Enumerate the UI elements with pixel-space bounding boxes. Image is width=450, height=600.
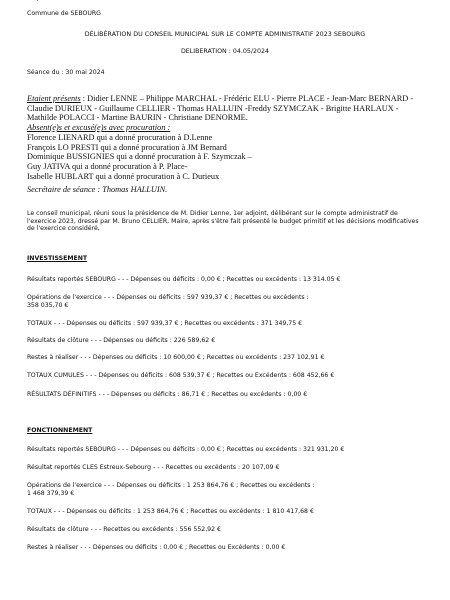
deliberation-number: DELIBERATION : 04.05/2024 <box>180 48 270 55</box>
list-item: TOTAUX - - - Dépenses ou déficits : 1 253 864,76 € ; Recettes ou excédents : 1 810 417,68 € <box>27 508 314 515</box>
list-item: 358 035,70 € <box>27 302 69 309</box>
presents-paragraph <box>27 94 427 123</box>
list-item: Résultats de clôture - - - Dépenses ou déficits : 226 589,62 € <box>27 337 216 344</box>
procuration-line: Dominique BUSSIGNIES qui a donné procuration à F. Szymczak – <box>27 152 252 162</box>
procuration-line: Isabelle HUBLART qui a donné procuration à C. Durieux <box>27 171 220 181</box>
presents-names: : Didier LENNE – Philippe MARCHAL - Frédéric ELU - Pierre PLACE - Jean-Marc BERNARD - Claudie DURIEUX - Guillaume CELLIER - Thomas HALLUIN -Freddy SZYMCZAK - Brigitte HARLAUX - Mathilde POLACCI - Martine BAURIN - Christiane DENORME. <box>27 94 414 123</box>
absents-label: Absent(e)s et excusé(e)s avec procuration : <box>27 123 171 133</box>
attendance-block <box>27 94 427 181</box>
list-item: 1 468 379,39 € <box>27 490 75 497</box>
list-item: Résultat reportés CLES Estreux-Sebourg - - - Recettes ou excédents : 20 107,09 € <box>27 464 280 471</box>
procuration-line: Guy JATIVA qui a donné procuration à P. Place- <box>27 161 188 171</box>
list-item: Opérations de l'exercice - - - Dépenses ou déficits : 1 253 864,76 € ; Recettes ou excédents : <box>27 482 315 489</box>
list-item: Résultats reportés SEBOURG - - - Dépenses ou déficits : 0,00 € ; Recettes ou excédents : 13 314.05 € <box>27 276 341 283</box>
list-item: Opérations de l'exercice - - - Dépenses ou déficits : 597 939,37 € ; Recettes ou excédents : <box>27 294 309 301</box>
procuration-line: Florence LIENARD qui a donné procuration à D.Lenne <box>27 132 213 142</box>
section-title: FONCTIONNEMENT <box>27 427 93 434</box>
commune-name: Commune de SEBOURG <box>27 10 101 17</box>
intro-paragraph: Le conseil municipal, réuni sous la présidence de M. Didier Lenne, 1er adjoint, délibérant sur le compte administratif de l'exercice 2023, dressé par M. Bruno CELLIER, Maire, après s'être fait présenté le budget primitif et les décisions modificatives de l'exercice considéré, <box>27 210 419 233</box>
list-item: RÉSULTATS DÉFINITIFS - - - Dépenses ou déficits : 86,71 € ; Recettes ou excédents : 0,00 € <box>27 391 308 398</box>
list-item: TOTAUX - - - Dépenses ou déficits : 597 939,37 € ; Recettes ou excédents : 371 349,75 € <box>27 320 303 327</box>
list-item: Restes à réaliser - - - Dépenses ou déficits : 10 600,00 € ; Recettes ou excédents : 237 102,91 € <box>27 354 325 361</box>
list-item: Restes à réaliser - - - Dépenses ou déficits : 0,00 € ; Recettes ou Excédents : 0,00 € <box>27 544 286 551</box>
section-title: INVESTISSEMENT <box>27 255 88 262</box>
procuration-line: François LO PRESTI qui a donné procuration à JM Bernard <box>27 142 227 152</box>
investissement-section <box>27 255 427 263</box>
presents-label: Etaient présents <box>27 94 81 103</box>
list-item: Résultats de clôture - - - Recettes ou excédents : 556 552,92 € <box>27 526 221 533</box>
fonctionnement-section <box>27 427 427 435</box>
list-item: Résultats reportés SEBOURG - - - Dépenses ou déficits : 0,00 € ; Recettes ou excédents : 321 931,20 € <box>27 446 345 453</box>
list-item: TOTAUX CUMULES - - - Dépenses ou déficits : 608 539,37 € ; Recettes ou Excédents : 608 452,66 € <box>27 372 335 379</box>
secretaire-seance: Secrétaire de séance : Thomas HALLUIN. <box>27 185 168 194</box>
seance-date: Séance du : 30 mai 2024 <box>27 69 105 76</box>
document-title: DÉLIBÉRATION DU CONSEIL MUNICIPAL SUR LE COMPTE ADMINISTRATIF 2023 SEBOURG <box>84 31 366 38</box>
department-header <box>27 0 92 2</box>
